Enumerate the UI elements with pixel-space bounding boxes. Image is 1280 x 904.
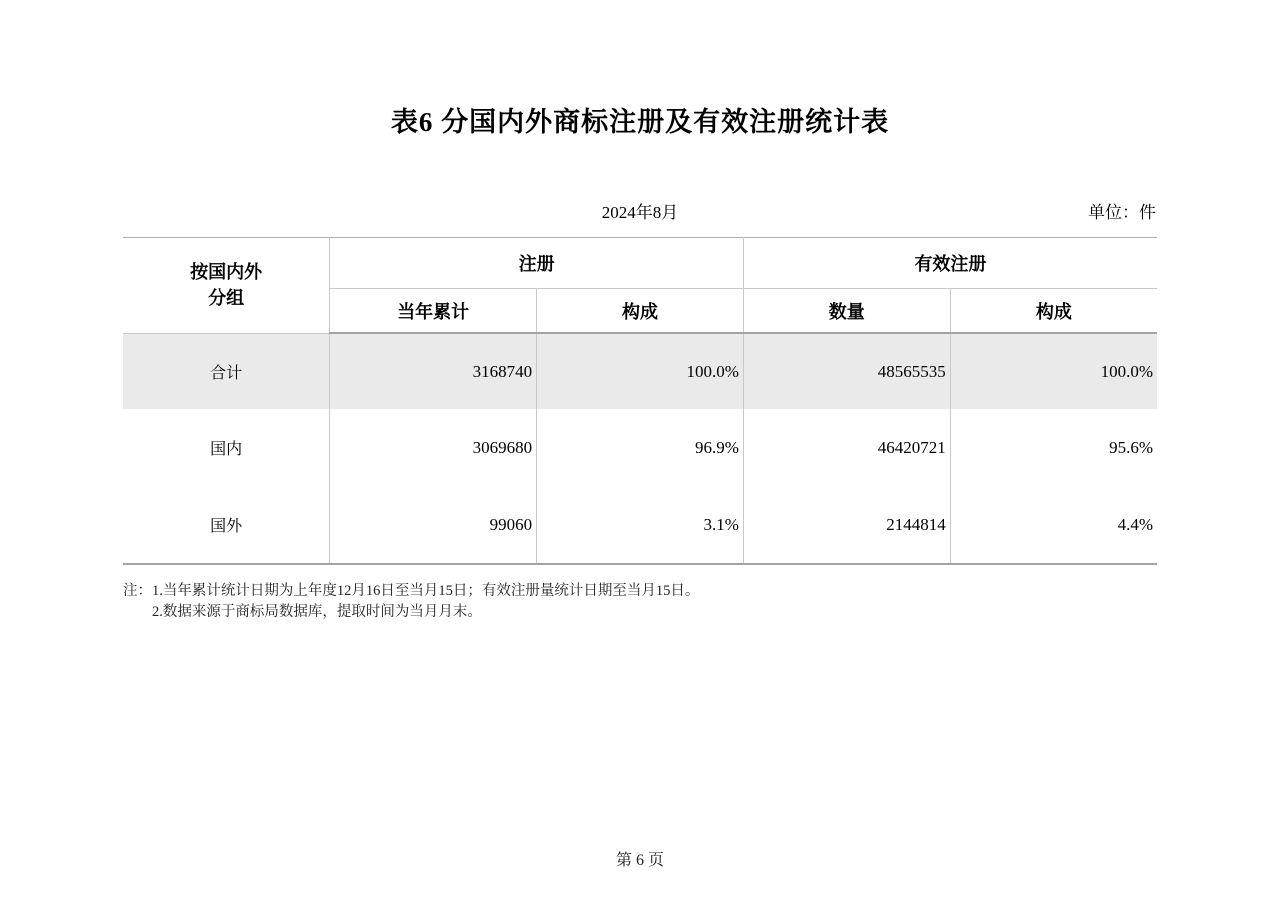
cell-valid-count: 2144814 <box>743 486 950 564</box>
page-title: 表6 分国内外商标注册及有效注册统计表 <box>390 107 890 137</box>
cell-reg-share: 100.0% <box>537 333 744 409</box>
cell-valid-share: 4.4% <box>1117 514 1153 534</box>
table-row-total <box>123 333 1157 409</box>
cell-valid-share: 95.6% <box>1109 437 1153 457</box>
statistics-table <box>123 237 1157 565</box>
unit-label: 单位：件 <box>1088 203 1156 222</box>
column-header-valid-register: 有效注册 <box>743 238 1157 289</box>
note-1-text: 1.当年累计统计日期为上年度12月16日至当月15日；有效注册量统计日期至当月15日。 <box>152 583 700 599</box>
column-header-ytd: 当年累计 <box>330 289 537 334</box>
cell-reg-ytd: 3069680 <box>330 409 537 486</box>
cell-reg-share: 96.9% <box>537 409 744 486</box>
row-label: 合计 <box>123 333 330 409</box>
cell-reg-share: 3.1% <box>537 486 744 564</box>
column-header-valid-share: 构成 <box>950 289 1157 334</box>
note-prefix: 注： <box>123 583 152 599</box>
column-header-count: 数量 <box>743 289 950 334</box>
group-header-line2: 分组 <box>208 288 245 309</box>
note-line-2 <box>123 602 699 623</box>
note-line-1 <box>123 581 699 602</box>
cell-valid-count: 48565535 <box>743 333 950 409</box>
column-header-reg-share: 构成 <box>537 289 744 334</box>
table-row-domestic <box>123 409 1157 486</box>
cell-valid-share: 100.0% <box>950 333 1157 409</box>
cell-reg-ytd: 3168740 <box>330 333 537 409</box>
row-label: 国外 <box>123 486 330 564</box>
report-period: 2024年8月 <box>601 203 679 222</box>
table-notes <box>123 581 699 622</box>
page-number: 第 6 页 <box>615 852 664 869</box>
cell-reg-ytd: 99060 <box>330 486 537 564</box>
statistics-table-container <box>123 237 1157 565</box>
cell-valid-count: 46420721 <box>743 409 950 486</box>
group-header-line1: 按国内外 <box>190 262 263 283</box>
table-row-foreign <box>123 486 1157 564</box>
row-label: 国内 <box>123 409 330 486</box>
column-header-group <box>123 238 330 334</box>
column-header-register: 注册 <box>330 238 744 289</box>
note-2-text: 2.数据来源于商标局数据库，提取时间为当月月末。 <box>152 603 482 620</box>
header-row-groups <box>123 238 1157 289</box>
